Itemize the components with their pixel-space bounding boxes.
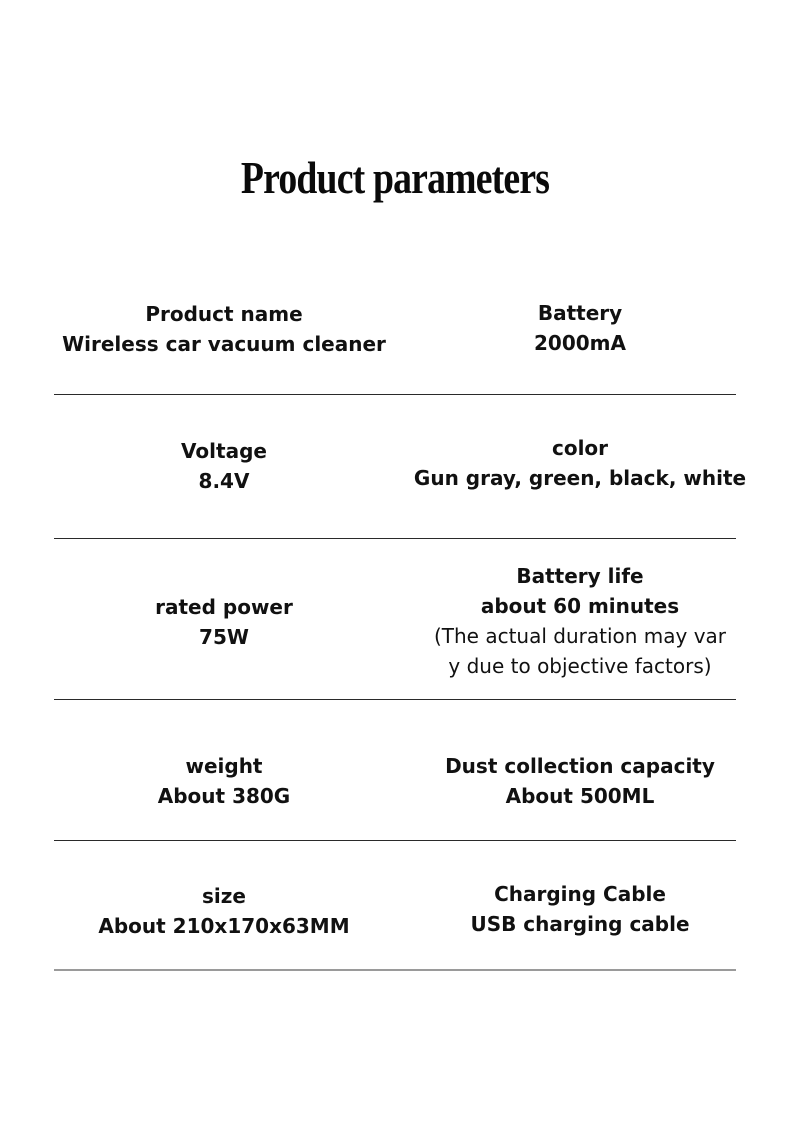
param-voltage [54,435,394,497]
param-size [54,880,394,942]
param-color [400,432,760,494]
row-divider [54,699,736,700]
row-divider [54,394,736,395]
row-divider [54,538,736,539]
param-label: Battery [537,301,623,325]
param-value: Gun gray, green, black, white [413,466,747,490]
param-label: color [551,436,609,460]
param-value: About 210x170x63MM [98,914,350,938]
param-label: rated power [155,595,293,619]
param-label: Charging Cable [494,882,666,906]
param-label: Battery life [516,564,644,588]
param-note: y due to objective factors) [448,654,712,678]
param-weight [54,750,394,812]
param-dust-capacity [400,750,760,812]
param-rated-power [54,591,394,653]
row-divider [54,840,736,841]
param-value: Wireless car vacuum cleaner [62,332,386,356]
param-charging-cable [400,878,760,940]
param-label: Voltage [181,439,267,463]
param-value: About 380G [157,784,291,808]
page-title: Product parameters [240,152,550,203]
table-bottom-divider [54,969,736,971]
param-label: Dust collection capacity [445,754,715,778]
param-label: weight [185,754,263,778]
param-battery [400,297,760,359]
param-product-name [54,298,394,360]
param-note: (The actual duration may var [433,624,727,648]
param-value: About 500ML [505,784,655,808]
param-value: 75W [199,625,249,649]
param-label: Product name [145,302,303,326]
param-label: size [202,884,246,908]
param-value: USB charging cable [470,912,690,936]
param-value: 2000mA [534,331,626,355]
param-battery-life [400,560,760,682]
param-value: about 60 minutes [480,594,680,618]
param-value: 8.4V [198,469,250,493]
